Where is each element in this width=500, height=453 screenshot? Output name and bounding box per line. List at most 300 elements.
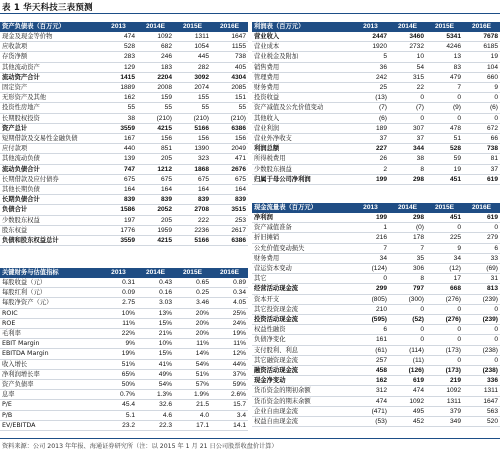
value-cell: (7): [389, 103, 426, 113]
value-cell: 32.6: [137, 400, 174, 410]
row-label: 现金及现金等价物: [0, 32, 100, 42]
value-cell: 2447: [352, 32, 389, 42]
value-cell: 1311: [426, 396, 463, 406]
value-cell: 22: [389, 83, 426, 93]
table-row: [0, 123, 248, 133]
value-cell: 405: [211, 62, 248, 72]
row-label: 投资活动现金流: [252, 315, 352, 325]
year-header-cell: 2014E: [389, 22, 426, 32]
value-cell: 349: [426, 417, 463, 427]
value-cell: 3.4: [211, 410, 248, 420]
value-cell: 4215: [137, 236, 174, 246]
table-row: [252, 315, 500, 325]
value-cell: 2074: [174, 83, 211, 93]
value-cell: 156: [137, 134, 174, 144]
value-cell: 1092: [137, 32, 174, 42]
table-row: [0, 113, 248, 123]
value-cell: 660: [463, 72, 500, 82]
value-cell: 5.1: [100, 410, 137, 420]
table-header-row: [0, 22, 248, 32]
value-cell: 3515: [211, 205, 248, 215]
value-cell: 7: [389, 243, 426, 253]
year-header-cell: 2014E: [389, 203, 426, 213]
row-label: 长期负债合计: [0, 195, 100, 205]
value-cell: 189: [352, 123, 389, 133]
table-row: [252, 164, 500, 174]
value-cell: 22.3: [137, 420, 174, 430]
value-cell: 19%: [211, 329, 248, 339]
table-row: [0, 174, 248, 184]
value-cell: 45.4: [100, 400, 137, 410]
value-cell: (69): [463, 264, 500, 274]
table-row: [252, 274, 500, 284]
value-cell: 307: [389, 123, 426, 133]
value-cell: 0.65: [174, 278, 211, 288]
year-header-cell: 2015E: [426, 203, 463, 213]
value-cell: 479: [426, 72, 463, 82]
value-cell: 104: [463, 62, 500, 72]
row-label: ROE: [0, 318, 100, 328]
value-cell: 282: [174, 62, 211, 72]
value-cell: 1.9%: [174, 390, 211, 400]
value-cell: 1390: [174, 144, 211, 154]
value-cell: 205: [137, 154, 174, 164]
table-row: [0, 195, 248, 205]
row-label: 企业自由现金流: [252, 406, 352, 416]
value-cell: 59%: [211, 380, 248, 390]
value-cell: 563: [463, 406, 500, 416]
value-cell: 0: [426, 355, 463, 365]
table-row: [0, 308, 248, 318]
value-cell: 7678: [463, 32, 500, 42]
value-cell: 55: [211, 103, 248, 113]
value-cell: 2676: [211, 164, 248, 174]
value-cell: 315: [389, 72, 426, 82]
value-cell: 619: [463, 213, 500, 223]
row-label: 收入增长: [0, 359, 100, 369]
value-cell: 162: [352, 376, 389, 386]
table-row: [0, 369, 248, 379]
value-cell: 57%: [174, 380, 211, 390]
table-row: [252, 144, 500, 154]
value-cell: 312: [352, 386, 389, 396]
value-cell: 54%: [174, 359, 211, 369]
table-row: [0, 32, 248, 42]
table-row: [252, 396, 500, 406]
row-label: 少数股东权益: [0, 215, 100, 225]
value-cell: (471): [352, 406, 389, 416]
row-label: 负债和股东权益总计: [0, 236, 100, 246]
value-cell: 15%: [137, 318, 174, 328]
table-row: [0, 278, 248, 288]
table-row: [0, 103, 248, 113]
value-cell: (276): [426, 315, 463, 325]
value-cell: 55: [100, 103, 137, 113]
value-cell: 2.6%: [211, 390, 248, 400]
value-cell: 738: [463, 144, 500, 154]
row-label: 管理费用: [252, 72, 352, 82]
year-header-cell: 2015E: [174, 268, 211, 278]
value-cell: 2708: [174, 205, 211, 215]
row-label: 其他流动资产: [0, 62, 100, 72]
value-cell: 205: [137, 215, 174, 225]
row-label: 归属于母公司净利润: [252, 174, 352, 184]
table-row: [252, 264, 500, 274]
value-cell: 156: [211, 134, 248, 144]
value-cell: 9: [463, 83, 500, 93]
value-cell: 682: [137, 42, 174, 52]
value-cell: 5166: [174, 123, 211, 133]
bottom-rule: [0, 438, 500, 439]
row-label: 股东权益: [0, 225, 100, 235]
value-cell: 298: [389, 213, 426, 223]
table-row: [0, 52, 248, 62]
value-cell: 528: [426, 144, 463, 154]
row-label: 净利润增长率: [0, 369, 100, 379]
row-label: 流动负债合计: [0, 164, 100, 174]
table-row: [252, 386, 500, 396]
value-cell: 1: [352, 223, 389, 233]
value-cell: 520: [463, 417, 500, 427]
value-cell: 151: [211, 93, 248, 103]
table-row: [0, 215, 248, 225]
value-cell: 9: [426, 243, 463, 253]
value-cell: 0: [389, 93, 426, 103]
year-header-cell: 2013: [100, 22, 137, 32]
value-cell: 81: [463, 154, 500, 164]
row-label: 权益自由现金流: [252, 417, 352, 427]
value-cell: 26: [352, 154, 389, 164]
value-cell: (239): [463, 294, 500, 304]
value-cell: 1586: [100, 205, 137, 215]
row-label: EBITDA Margin: [0, 349, 100, 359]
value-cell: 19: [426, 164, 463, 174]
value-cell: 164: [137, 185, 174, 195]
table-title-cell: 关键财务与估值指标: [0, 268, 100, 278]
table-row: [0, 164, 248, 174]
value-cell: 25: [352, 83, 389, 93]
value-cell: 4.0: [174, 410, 211, 420]
value-cell: (9): [426, 103, 463, 113]
row-label: ROIC: [0, 308, 100, 318]
value-cell: 668: [426, 284, 463, 294]
value-cell: 0: [426, 113, 463, 123]
table-row: [252, 366, 500, 376]
source-note: 资料来源：公司 2013 年年报、海通证券研究所（注：以 2015 年 1 月 21 日公司股票收盘价计算）: [2, 443, 278, 450]
row-label: 营业税金及附加: [252, 52, 352, 62]
value-cell: 199: [352, 174, 389, 184]
table-row: [0, 288, 248, 298]
value-cell: 344: [389, 144, 426, 154]
value-cell: 34: [352, 253, 389, 263]
value-cell: 474: [352, 396, 389, 406]
value-cell: 813: [463, 284, 500, 294]
value-cell: 4.05: [211, 298, 248, 308]
table-row: [252, 253, 500, 263]
value-cell: 471: [211, 154, 248, 164]
value-cell: 2052: [137, 205, 174, 215]
row-label: 资产总计: [0, 123, 100, 133]
value-cell: (595): [352, 315, 389, 325]
table-row: [0, 134, 248, 144]
value-cell: 839: [211, 195, 248, 205]
value-cell: 2204: [137, 72, 174, 82]
value-cell: 379: [426, 406, 463, 416]
row-label: 货币资金的期初余额: [252, 386, 352, 396]
value-cell: 38: [100, 113, 137, 123]
value-cell: 19%: [100, 349, 137, 359]
row-label: 负债净变化: [252, 335, 352, 345]
row-label: 财务费用: [252, 253, 352, 263]
year-header-cell: 2016E: [211, 268, 248, 278]
value-cell: (238): [463, 366, 500, 376]
value-cell: 306: [389, 264, 426, 274]
table-row: [252, 243, 500, 253]
value-cell: 0.09: [100, 288, 137, 298]
value-cell: 0: [426, 335, 463, 345]
value-cell: 0.16: [137, 288, 174, 298]
value-cell: 31: [463, 274, 500, 284]
value-cell: 216: [352, 233, 389, 243]
value-cell: 253: [211, 215, 248, 225]
year-header-cell: 2014E: [137, 268, 174, 278]
value-cell: 37%: [211, 369, 248, 379]
value-cell: 336: [463, 376, 500, 386]
value-cell: 839: [100, 195, 137, 205]
table-row: [252, 406, 500, 416]
table-row: [252, 42, 500, 52]
value-cell: 323: [174, 154, 211, 164]
table-header-row: [252, 22, 500, 32]
value-cell: (173): [426, 345, 463, 355]
value-cell: 8: [389, 164, 426, 174]
table-header-row: [0, 268, 248, 278]
value-cell: 13: [426, 52, 463, 62]
value-cell: 4215: [137, 123, 174, 133]
value-cell: 6: [463, 243, 500, 253]
value-cell: (238): [463, 345, 500, 355]
value-cell: 37: [463, 164, 500, 174]
table-row: [252, 304, 500, 314]
value-cell: (114): [389, 345, 426, 355]
value-cell: 155: [174, 93, 211, 103]
value-cell: 24%: [211, 318, 248, 328]
year-header-cell: 2013: [352, 22, 389, 32]
value-cell: (11): [389, 355, 426, 365]
cash-flow-table: [252, 203, 500, 427]
value-cell: 5341: [426, 32, 463, 42]
value-cell: 34: [426, 253, 463, 263]
value-cell: 0.25: [174, 288, 211, 298]
value-cell: 9%: [100, 339, 137, 349]
value-cell: 164: [100, 185, 137, 195]
value-cell: 6185: [463, 42, 500, 52]
row-label: 投资收益: [252, 93, 352, 103]
value-cell: 0.34: [211, 288, 248, 298]
table-row: [0, 42, 248, 52]
value-cell: 14%: [174, 349, 211, 359]
value-cell: 4.6: [137, 410, 174, 420]
value-cell: 13%: [137, 308, 174, 318]
row-label: 支付股利、利息: [252, 345, 352, 355]
value-cell: 0: [389, 325, 426, 335]
row-label: P/B: [0, 410, 100, 420]
value-cell: 1054: [174, 42, 211, 52]
row-label: 每股收益（元）: [0, 278, 100, 288]
value-cell: 159: [137, 93, 174, 103]
row-label: 财务费用: [252, 83, 352, 93]
value-cell: 2049: [211, 144, 248, 154]
value-cell: 0: [389, 335, 426, 345]
value-cell: 210: [352, 304, 389, 314]
row-label: 存货净额: [0, 52, 100, 62]
table-row: [252, 294, 500, 304]
value-cell: 0.89: [211, 278, 248, 288]
table-row: [252, 213, 500, 223]
row-label: 营业外净收支: [252, 134, 352, 144]
value-cell: 2085: [211, 83, 248, 93]
value-cell: 11%: [211, 339, 248, 349]
table-row: [0, 93, 248, 103]
row-label: P/E: [0, 400, 100, 410]
table-row: [252, 123, 500, 133]
value-cell: 797: [389, 284, 426, 294]
row-label: 其它: [252, 274, 352, 284]
value-cell: 4304: [211, 72, 248, 82]
value-cell: 10%: [137, 339, 174, 349]
value-cell: 11%: [100, 318, 137, 328]
value-cell: 6386: [211, 236, 248, 246]
row-label: 负债合计: [0, 205, 100, 215]
year-header-cell: 2015E: [174, 22, 211, 32]
value-cell: 35: [389, 253, 426, 263]
value-cell: 17: [426, 274, 463, 284]
table-row: [0, 72, 248, 82]
value-cell: 1092: [426, 386, 463, 396]
row-label: 其他收入: [252, 113, 352, 123]
value-cell: 1868: [174, 164, 211, 174]
value-cell: 55: [137, 103, 174, 113]
value-cell: 0: [463, 93, 500, 103]
value-cell: 1959: [137, 225, 174, 235]
income-statement-table: [252, 22, 500, 185]
value-cell: 3092: [174, 72, 211, 82]
row-label: 资产负债率: [0, 380, 100, 390]
value-cell: 54%: [137, 380, 174, 390]
value-cell: 164: [211, 185, 248, 195]
value-cell: 528: [100, 42, 137, 52]
table-row: [252, 355, 500, 365]
value-cell: 474: [100, 32, 137, 42]
value-cell: 6386: [211, 123, 248, 133]
value-cell: (12): [426, 264, 463, 274]
value-cell: 41%: [137, 359, 174, 369]
row-label: 营业成本: [252, 42, 352, 52]
value-cell: 445: [174, 52, 211, 62]
value-cell: 161: [352, 335, 389, 345]
value-cell: 10%: [100, 308, 137, 318]
value-cell: 20%: [174, 308, 211, 318]
value-cell: 178: [389, 233, 426, 243]
value-cell: (239): [463, 315, 500, 325]
value-cell: 51%: [100, 359, 137, 369]
table-row: [252, 345, 500, 355]
row-label: 营运资本变动: [252, 264, 352, 274]
row-label: 营业收入: [252, 32, 352, 42]
year-header-cell: 2016E: [463, 22, 500, 32]
row-label: 权益性融资: [252, 325, 352, 335]
row-label: 流动资产合计: [0, 72, 100, 82]
value-cell: (173): [426, 366, 463, 376]
row-label: 净利润: [252, 213, 352, 223]
report-title: 表 1 华天科技三表预测: [2, 3, 93, 13]
value-cell: 66: [463, 134, 500, 144]
table-row: [0, 339, 248, 349]
table-row: [252, 83, 500, 93]
value-cell: 0: [463, 113, 500, 123]
row-label: 资产减值准备: [252, 223, 352, 233]
table-row: [0, 62, 248, 72]
row-label: 固定资产: [0, 83, 100, 93]
value-cell: 619: [463, 174, 500, 184]
value-cell: 1.3%: [137, 390, 174, 400]
value-cell: 65%: [100, 369, 137, 379]
table-row: [252, 284, 500, 294]
table-row: [0, 236, 248, 246]
value-cell: 19: [463, 52, 500, 62]
year-header-cell: 2014E: [137, 22, 174, 32]
value-cell: 0: [426, 304, 463, 314]
row-label: 少数股东损益: [252, 164, 352, 174]
table-row: [0, 349, 248, 359]
value-cell: 54: [389, 62, 426, 72]
table-row: [0, 83, 248, 93]
value-cell: 20%: [174, 318, 211, 328]
table-row: [0, 154, 248, 164]
table-row: [252, 52, 500, 62]
value-cell: 675: [100, 174, 137, 184]
value-cell: 279: [463, 233, 500, 243]
value-cell: (210): [137, 113, 174, 123]
value-cell: 3.46: [174, 298, 211, 308]
value-cell: 440: [100, 144, 137, 154]
value-cell: 25%: [211, 308, 248, 318]
value-cell: 7: [426, 83, 463, 93]
table-row: [0, 390, 248, 400]
value-cell: 59: [426, 154, 463, 164]
row-label: 短期借款及交易性金融负债: [0, 134, 100, 144]
value-cell: 1212: [137, 164, 174, 174]
table-title-cell: 利润表（百万元）: [252, 22, 352, 32]
row-label: 公允价值变动损失: [252, 243, 352, 253]
value-cell: 1647: [211, 32, 248, 42]
value-cell: 2236: [174, 225, 211, 235]
value-cell: 167: [100, 134, 137, 144]
value-cell: 0: [426, 325, 463, 335]
value-cell: 298: [389, 174, 426, 184]
row-label: 融资活动现金流: [252, 366, 352, 376]
value-cell: 139: [100, 154, 137, 164]
value-cell: 199: [352, 213, 389, 223]
value-cell: 17.1: [174, 420, 211, 430]
value-cell: 0: [426, 93, 463, 103]
year-header-cell: 2013: [100, 268, 137, 278]
value-cell: 21.5: [174, 400, 211, 410]
value-cell: (7): [352, 103, 389, 113]
value-cell: 1776: [100, 225, 137, 235]
table-row: [0, 298, 248, 308]
row-label: 应收款项: [0, 42, 100, 52]
